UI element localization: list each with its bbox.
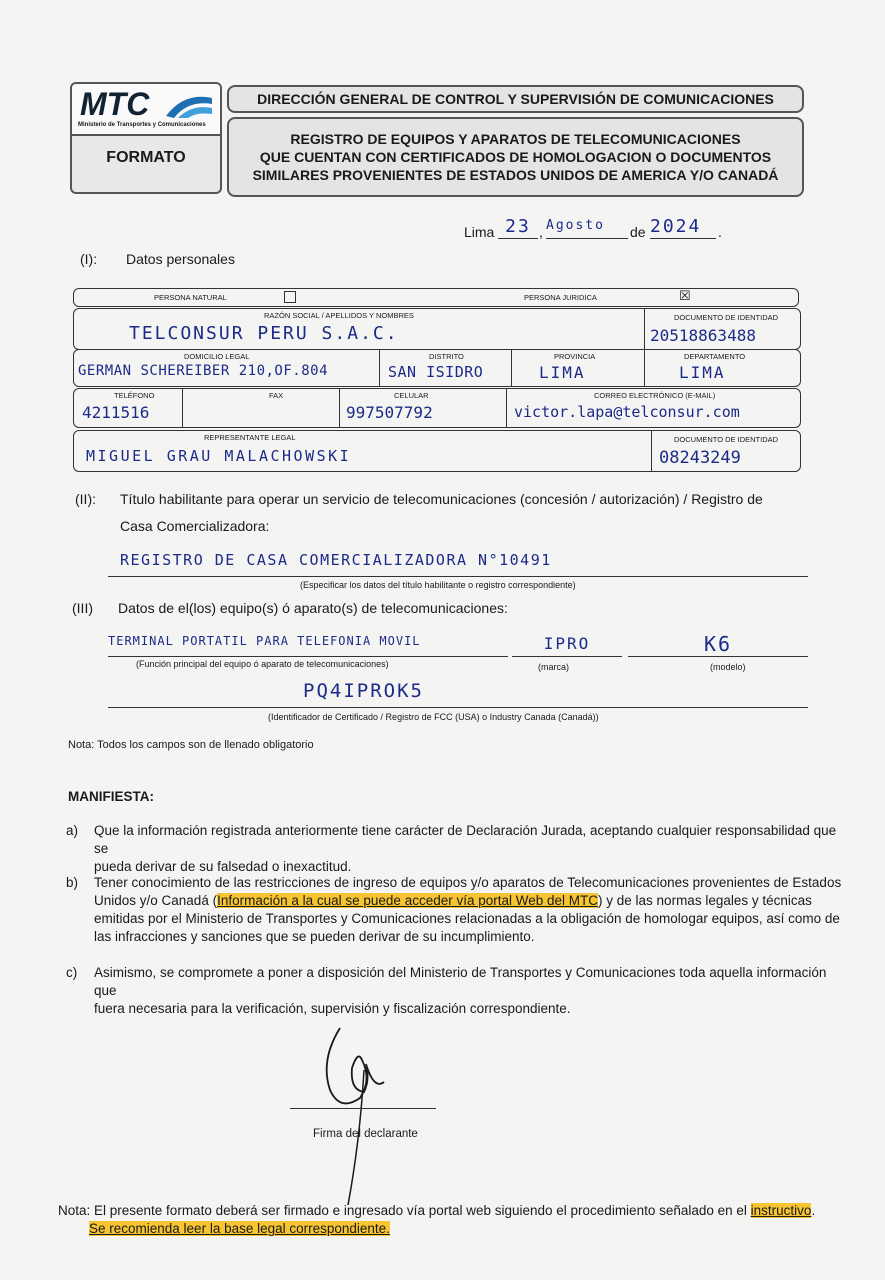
section2-text2: Casa Comercializadora: xyxy=(120,518,270,534)
item-a-line: Que la información registrada anteriormente tiene carácter de Declaración Jurada, aceptando cualquier responsabilidad que se xyxy=(94,823,837,856)
item-b-line xyxy=(94,892,844,910)
section2-value: REGISTRO DE CASA COMERCIALIZADORA N°10491 xyxy=(108,551,808,577)
item-c-line: fuera necesaria para la verificación, supervisión y fiscalización correspondiente. xyxy=(94,1001,571,1016)
instructivo-link[interactable]: instructivo xyxy=(750,1203,812,1218)
persona-natural-label: PERSONA NATURAL xyxy=(154,293,227,302)
bottom-note-text: Nota: El presente formato deberá ser firmado e ingresado vía portal web siguiendo el procedimiento señalado en el xyxy=(58,1203,751,1218)
brand-value: IPRO xyxy=(512,634,622,657)
bottom-note: Nota: El presente formato deberá ser firmado e ingresado vía portal web siguiendo el procedimiento señalado en el instructivo. Se recomienda leer la base legal correspondiente. xyxy=(58,1203,816,1236)
celular-label: CELULAR xyxy=(394,391,429,400)
departamento-label: DEPARTAMENTO xyxy=(684,352,746,361)
subtitle-line: REGISTRO DE EQUIPOS Y APARATOS DE TELECOMUNICACIONES xyxy=(290,131,741,147)
razon-social-value: TELCONSUR PERU S.A.C. xyxy=(129,323,399,344)
date-city: Lima xyxy=(464,224,495,240)
signature-drawing xyxy=(300,1020,410,1210)
manifiesta-title: MANIFIESTA: xyxy=(68,789,154,804)
doc-label: DOCUMENTO DE IDENTIDAD xyxy=(674,313,779,322)
provincia-value: LIMA xyxy=(539,363,586,382)
razon-social-label: RAZÓN SOCIAL / APELLIDOS Y NOMBRES xyxy=(264,311,414,320)
signature-label: Firma del declarante xyxy=(313,1128,418,1140)
doc-value: 20518863488 xyxy=(650,326,756,345)
formato-label: FORMATO xyxy=(106,149,186,166)
section2-text: Título habilitante para operar un servicio de telecomunicaciones (concesión / autorización) / Registro de xyxy=(120,491,763,507)
header-title: DIRECCIÓN GENERAL DE CONTROL Y SUPERVISIÓN DE COMUNICACIONES xyxy=(227,85,804,113)
item-a-line: pueda derivar de su falsedad o inexactitud. xyxy=(94,859,352,874)
brand-caption: (marca) xyxy=(538,662,569,672)
section2-caption: (Especificar los datos del título habilitante o registro correspondiente) xyxy=(300,580,576,590)
persona-natural-checkbox[interactable] xyxy=(284,291,296,303)
mtc-logo xyxy=(72,84,220,136)
provincia-label: PROVINCIA xyxy=(554,352,596,361)
distrito-value: SAN ISIDRO xyxy=(388,363,484,381)
item-a xyxy=(94,822,844,876)
section1-number: (I): xyxy=(80,251,98,267)
section3-number: (III) xyxy=(72,600,93,616)
item-c xyxy=(94,964,844,1018)
rep-doc-label: DOCUMENTO DE IDENTIDAD xyxy=(674,435,779,444)
domicilio-label: DOMICILIO LEGAL xyxy=(184,352,250,361)
model-caption: (modelo) xyxy=(710,662,746,672)
departamento-value: LIMA xyxy=(679,363,726,382)
subtitle-line: SIMILARES PROVENIENTES DE ESTADOS UNIDOS DE AMERICA Y/O CANADÁ xyxy=(252,167,779,183)
persona-juridica-checkbox[interactable]: ☒ xyxy=(679,288,691,303)
celular-value: 997507792 xyxy=(346,403,433,422)
rep-label: REPRESENTANTE LEGAL xyxy=(204,433,296,442)
date-day: 23 xyxy=(498,216,538,239)
item-c-number: c) xyxy=(66,965,78,980)
item-a-number: a) xyxy=(66,823,79,838)
distrito-label: DISTRITO xyxy=(429,352,464,361)
function-value: TERMINAL PORTATIL PARA TELEFONIA MOVIL xyxy=(108,634,508,657)
mtc-wave-icon xyxy=(164,90,214,120)
mtc-logo-box xyxy=(70,82,222,194)
telefono-value: 4211516 xyxy=(82,403,150,422)
date-month: Agosto xyxy=(546,218,628,239)
telefono-label: TELÉFONO xyxy=(114,391,155,400)
representante-block xyxy=(73,430,801,472)
section2-number: (II): xyxy=(75,491,96,507)
function-caption: (Función principal del equipo ó aparato de telecomunicaciones) xyxy=(136,659,389,669)
section1-title: Datos personales xyxy=(126,251,235,267)
portal-link[interactable]: Información a la cual se puede acceder vía portal Web del MTC xyxy=(217,893,599,908)
persona-row xyxy=(73,288,799,307)
certificate-caption: (Identificador de Certificado / Registro de FCC (USA) o Industry Canada (Canadá)) xyxy=(268,712,599,722)
domicilio-value: GERMAN SCHEREIBER 210,OF.804 xyxy=(78,363,329,379)
subtitle-line: QUE CUENTAN CON CERTIFICADOS DE HOMOLOGACION O DOCUMENTOS xyxy=(259,149,772,165)
logo-text: MTC xyxy=(80,86,150,122)
fax-label: FAX xyxy=(269,391,284,400)
base-legal-link[interactable]: Se recomienda leer la base legal correspondiente. xyxy=(89,1221,390,1236)
required-note: Nota: Todos los campos son de llenado obligatorio xyxy=(68,739,314,751)
correo-label: CORREO ELECTRÓNICO (E-MAIL) xyxy=(594,391,716,400)
logo-ministry: Ministerio de Transportes y Comunicaciones xyxy=(78,122,206,128)
rep-value: MIGUEL GRAU MALACHOWSKI xyxy=(86,447,352,465)
item-b-line: Tener conocimiento de las restricciones de ingreso de equipos y/o aparatos de Telecomunicaciones provenientes de Estados xyxy=(94,875,842,890)
header-subtitle xyxy=(227,117,804,197)
correo-value: victor.lapa@telconsur.com xyxy=(514,403,740,421)
signature-line xyxy=(290,1108,436,1109)
item-b xyxy=(94,874,844,946)
section3-text: Datos de el(los) equipo(s) ó aparato(s) de telecomunicaciones: xyxy=(118,600,508,616)
date-de: de xyxy=(630,224,646,240)
domicilio-block xyxy=(73,349,801,387)
item-b-pre: Unidos y/o Canadá ( xyxy=(94,893,218,908)
item-c-line: Asimismo, se compromete a poner a disposición del Ministerio de Transportes y Comunicaciones toda aquella información que xyxy=(94,965,827,998)
item-b-post: ) y de las normas legales y técnicas xyxy=(598,893,812,908)
persona-juridica-label: PERSONA JURIDICA xyxy=(524,293,597,302)
item-b-line: las infracciones y sanciones que se pueden derivar de su incumplimiento. xyxy=(94,929,535,944)
rep-doc-value: 08243249 xyxy=(659,448,741,468)
date-end: . xyxy=(718,224,722,240)
date-year: 2024 xyxy=(650,216,716,239)
razon-social-block xyxy=(73,308,801,350)
item-b-line: emitidas por el Ministerio de Transportes y Comunicaciones relacionadas a la obligación de homologar equipos, así como de xyxy=(94,911,840,926)
model-value: K6 xyxy=(628,632,808,657)
contact-block xyxy=(73,388,801,428)
item-b-number: b) xyxy=(66,875,79,890)
certificate-value: PQ4IPROK5 xyxy=(108,680,808,708)
